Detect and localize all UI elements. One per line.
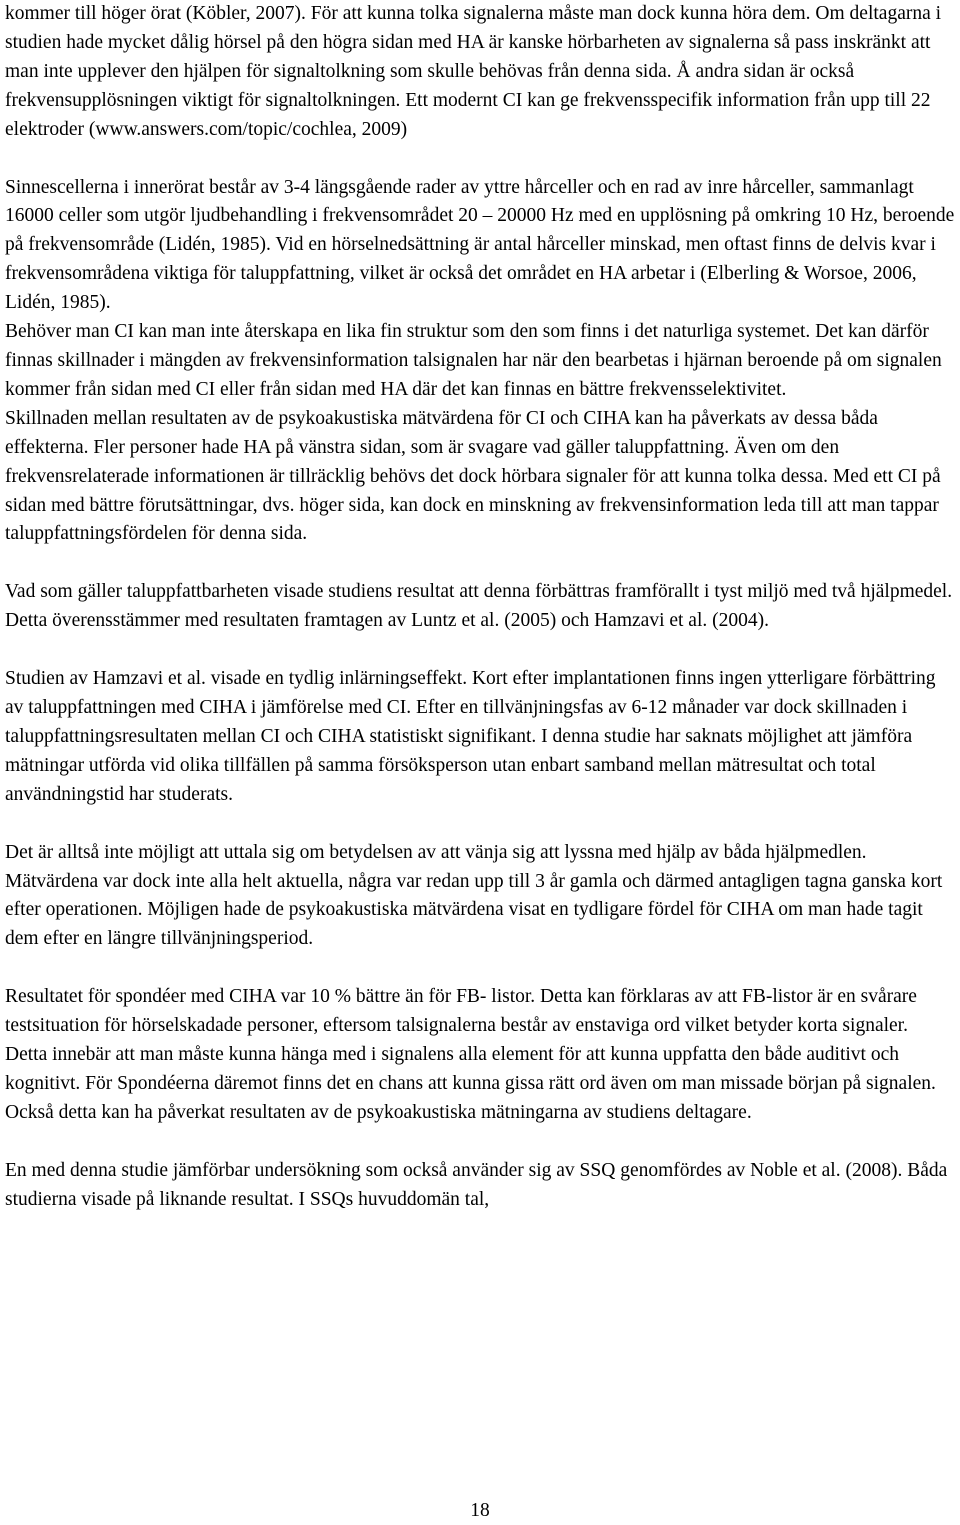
paragraph-spondee-results: Resultatet för spondéer med CIHA var 10 % bättre än för FB- listor. Detta kan förklaras av att FB-listor är en svårare testsituation för hörselskadade personer, eftersom talsignalerna består av enstaviga ord vilket betyder korta signaler. Detta innebär att man måste kunna hänga med i signalens alla element för att kunna uppfatta den både auditivt och kognitivt. För Spondéerna däremot finns det en chans att kunna gissa rätt ord även om man missade början på signalen. Också detta kan ha påverkat resultaten av de psykoakustiska mätningarna av studiens deltagare. <box>5 986 936 1123</box>
paragraph-speech-perception: Vad som gäller taluppfattbarheten visade studiens resultat att denna förbättras framförallt i tyst miljö med två hjälpmedel. Detta överensstämmer med resultaten framtagen av Luntz et al. (2005) och Hamzavi et al. (2004). <box>5 581 953 632</box>
page-number: 18 <box>470 1500 490 1521</box>
paragraph-gap <box>5 1128 955 1157</box>
paragraph-ssq-comparison: En med denna studie jämförbar undersökning som också använder sig av SSQ genomfördes av Noble et al. (2008). Båda studierna visade på liknande resultat. I SSQs huvuddomän tal, <box>5 1159 948 1210</box>
paragraph-hearing-signals: kommer till höger örat (Köbler, 2007). För att kunna tolka signalerna måste man dock kunna höra dem. Om deltagarna i studien hade mycket dålig hörsel på den högra sidan med HA är kanske hörbarheten av signalerna så pass inskränkt att man inte upplever den hjälpen för signaltolkning som skulle behövas från denna sida. Å andra sidan är också frekvensupplösningen viktigt för signaltolkningen. Ett modernt CI kan ge frekvensspecifik information från upp till 22 elektroder (www.answers.com/topic/cochlea, 2009) <box>5 3 942 140</box>
paragraph-adaptation: Det är alltså inte möjligt att uttala sig om betydelsen av att vänja sig att lyssna med hjälp av båda hjälpmedlen. Mätvärdena var dock inte alla helt aktuella, några var redan upp till 3 år gamla och därmed antagligen tagna ganska kort efter operationen. Möjligen hade de psykoakustiska mätvärdena visat en tydligare fördel för CIHA om man hade tagit dem efter en längre tillvänjningsperiod. <box>5 841 943 950</box>
paragraph-psychoacoustic-differences: Skillnaden mellan resultaten av de psykoakustiska mätvärdena för CI och CIHA kan ha påverkats av dessa båda effekterna. Fler personer hade HA på vänstra sidan, som är svagare vad gäller taluppfattning. Även om den frekvensrelaterade informationen är tillräcklig behövs det dock hörbara signaler för att kunna tolka dessa. Med ett CI på sidan med bättre förutsättningar, dvs. höger sida, kan dock en minskning av frekvensinformation leda till att man tappar taluppfattningsfördelen för denna sida. <box>5 407 941 545</box>
paragraph-gap <box>5 636 955 665</box>
paragraph-gap <box>5 810 955 839</box>
paragraph-gap <box>5 954 955 983</box>
paragraph-sensory-cells: Sinnescellerna i innerörat består av 3-4 längsgående rader av yttre hårceller och en rad av inre hårceller, sammanlagt 16000 celler som utgör ljudbehandling i frekvensområdet 20 – 20000 Hz med en upplösning på omkring 10 Hz, beroende på frekvensområde (Lidén, 1985). Vid en hörselnedsättning är antal hårceller minskad, men oftast finns de delvis kvar i frekvensområdena viktiga för taluppfattning, vilket är också det området en HA arbetar i (Elberling & Worsoe, 2006, Lidén, 1985). <box>5 176 955 314</box>
paragraph-ci-structure: Behöver man CI kan man inte återskapa en lika fin struktur som den som finns i det naturliga systemet. Det kan därför finnas skillnader i mängden av frekvensinformation talsignalen har när den bearbetas i hjärnan beroende på om signalen kommer från sidan med CI eller från sidan med HA där det kan finnas en bättre frekvensselektivitet. <box>5 321 942 400</box>
paragraph-gap <box>5 145 955 174</box>
document-page <box>5 0 955 1215</box>
paragraph-hamzavi-study: Studien av Hamzavi et al. visade en tydlig inlärningseffekt. Kort efter implantationen finns ingen ytterligare förbättring av taluppfattningen med CIHA i jämförelse med CI. Efter en tillvänjningsfas av 6-12 månader var dock skillnaden i taluppfattningsresultaten mellan CI och CIHA statistiskt signifikant. I denna studie har saknats möjlighet att jämföra mätningar utförda vid olika tillfällen på samma försöksperson utan enbart samband mellan mätresultat och total användningstid har studerats. <box>5 668 936 805</box>
paragraph-gap <box>5 549 955 578</box>
